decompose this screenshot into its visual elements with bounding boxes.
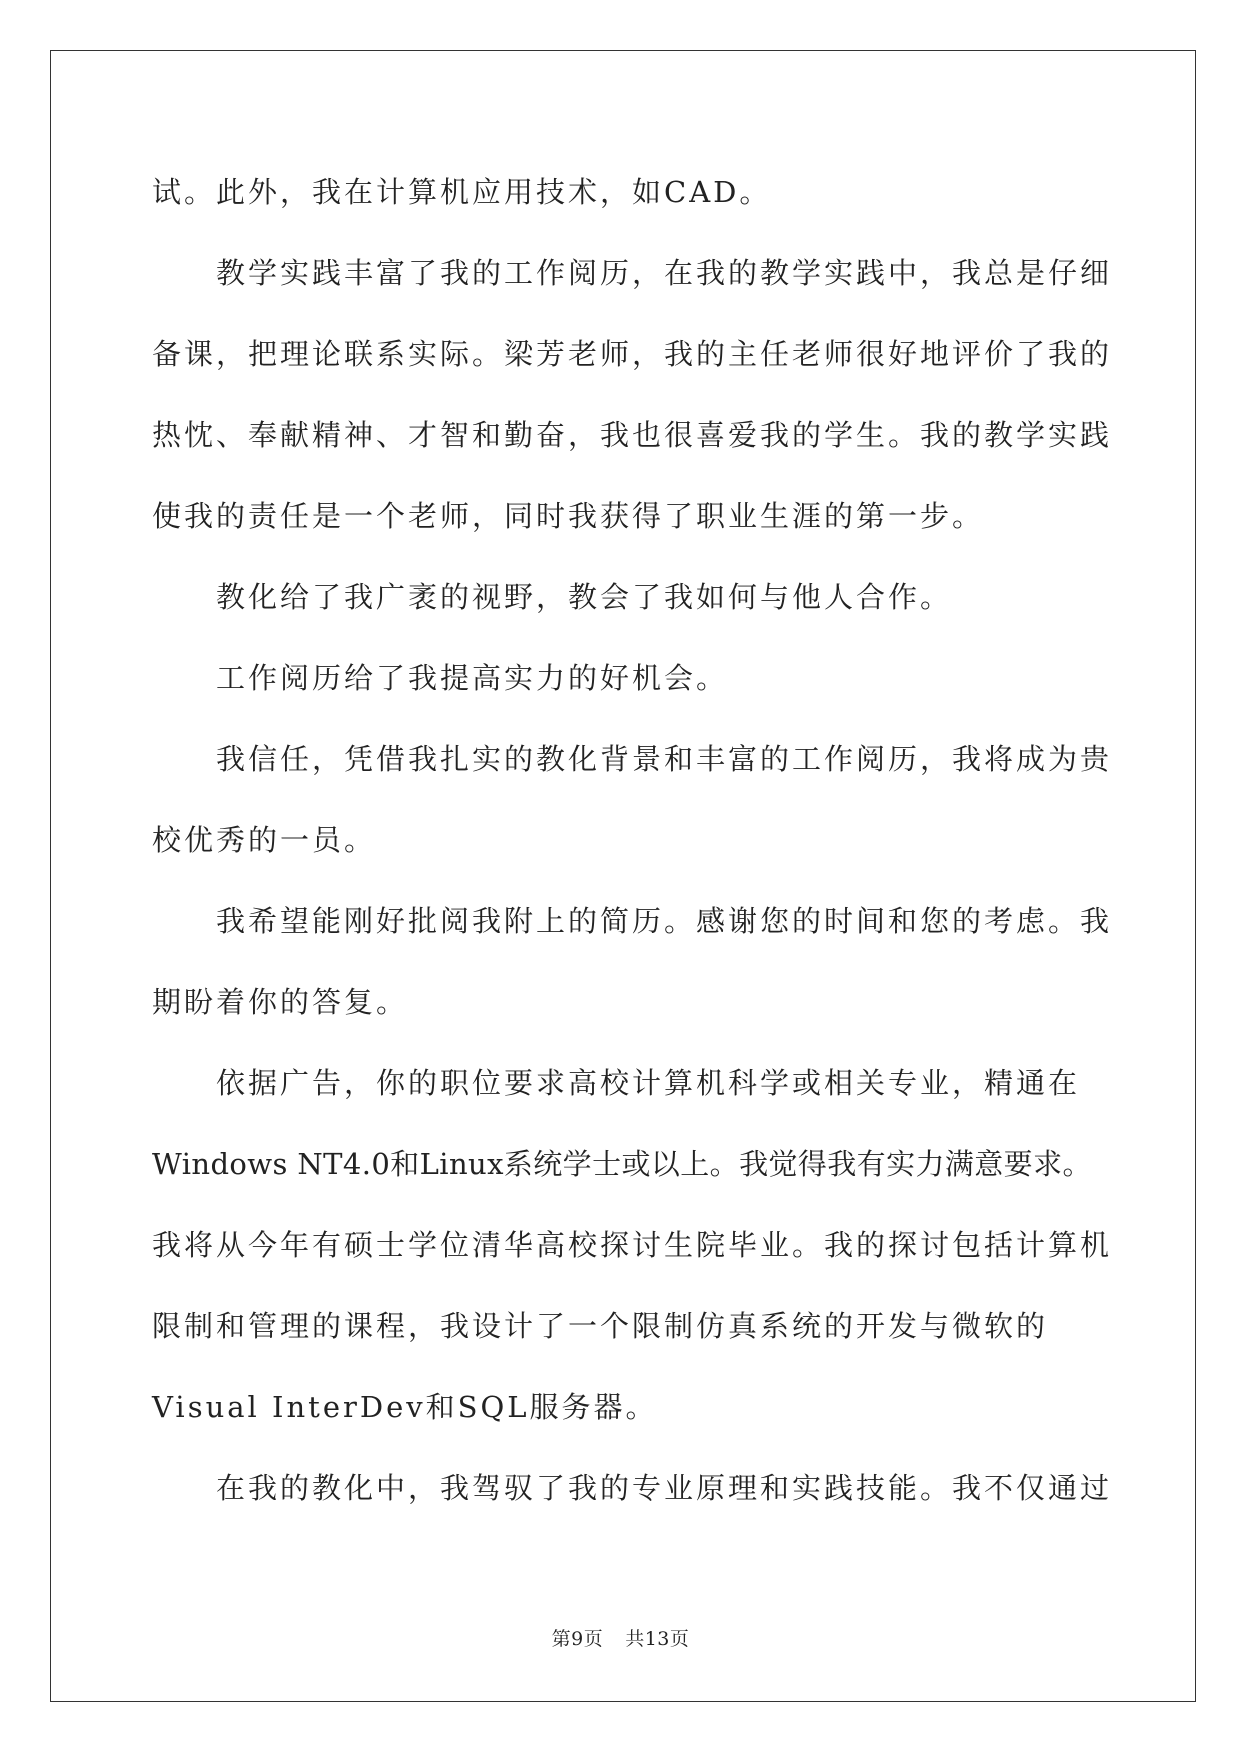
text-line: 校优秀的一员。 [152, 823, 377, 857]
text-line: 教学实践丰富了我的工作阅历，在我的教学实践中，我总是仔细 [216, 256, 1113, 290]
text-line: 教化给了我广袤的视野，教会了我如何与他人合作。 [216, 580, 953, 614]
document-body [152, 162, 1122, 1539]
text-line: 热忱、奉献精神、才智和勤奋，我也很喜爱我的学生。我的教学实践 [152, 418, 1113, 452]
text-line: Visual InterDev和SQL服务器。 [152, 1390, 658, 1424]
text-line: 我将从今年有硕士学位清华高校探讨生院毕业。我的探讨包括计算机 [152, 1228, 1113, 1262]
text-line: 试。此外，我在计算机应用技术，如CAD。 [152, 175, 772, 209]
text-line: 我信任，凭借我扎实的教化背景和丰富的工作阅历，我将成为贵 [216, 742, 1113, 776]
text-line: 我希望能刚好批阅我附上的简历。感谢您的时间和您的考虑。我 [216, 904, 1113, 938]
text-line: 工作阅历给了我提高实力的好机会。 [216, 661, 729, 695]
page-total: 共13页 [625, 1628, 690, 1650]
text-line: 在我的教化中，我驾驭了我的专业原理和实践技能。我不仅通过 [216, 1471, 1113, 1505]
text-line: 期盼着你的答复。 [152, 985, 409, 1019]
page-footer [0, 1624, 1241, 1651]
text-line: Windows NT4.0和Linux系统学士或以上。我觉得我有实力满意要求。 [152, 1147, 1092, 1181]
page-number: 第9页 [551, 1628, 604, 1650]
text-line: 限制和管理的课程，我设计了一个限制仿真系统的开发与微软的 [152, 1309, 1049, 1343]
text-line: 依据广告，你的职位要求高校计算机科学或相关专业，精通在 [216, 1066, 1081, 1100]
text-line: 使我的责任是一个老师，同时我获得了职业生涯的第一步。 [152, 499, 985, 533]
text-line: 备课，把理论联系实际。梁芳老师，我的主任老师很好地评价了我的 [152, 337, 1113, 371]
